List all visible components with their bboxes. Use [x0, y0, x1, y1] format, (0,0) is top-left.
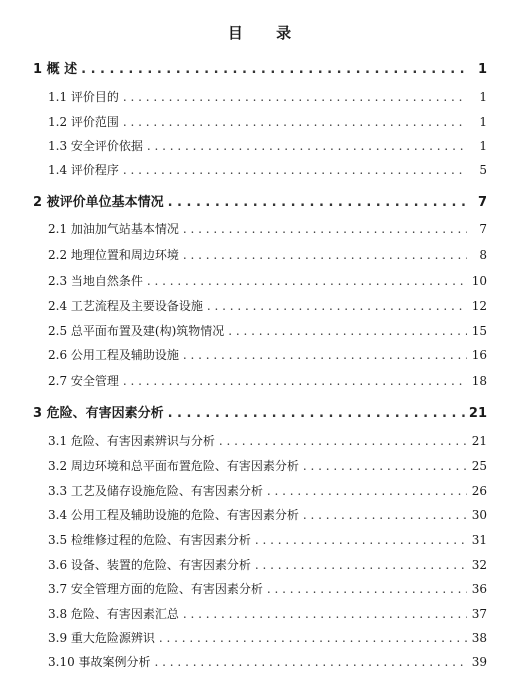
toc-section-entry[interactable] [48, 432, 487, 449]
toc-page-number: 37 [471, 607, 487, 621]
toc-page-number: 21 [468, 406, 487, 421]
toc-entry-label: 3.1 危险、有害因素辨识与分析 [48, 434, 215, 448]
dot-leader [123, 115, 467, 129]
toc-chapter-entry[interactable] [33, 58, 487, 77]
dot-leader [147, 139, 467, 153]
dot-leader [168, 195, 467, 210]
toc-page-number: 1 [479, 90, 487, 104]
toc-chapter-entry[interactable] [33, 191, 487, 210]
dot-leader [228, 324, 467, 338]
dot-leader [219, 434, 467, 448]
toc-page-number: 15 [471, 324, 487, 338]
toc-entry-label: 2 被评价单位基本情况 [33, 195, 164, 210]
dot-leader [147, 274, 467, 288]
page-title: 目 录 [227, 24, 306, 42]
toc-page-number: 7 [479, 222, 487, 236]
toc-section-entry[interactable] [48, 297, 487, 314]
toc-section-entry[interactable] [48, 629, 487, 646]
toc-entry-label: 1.4 评价程序 [48, 163, 119, 177]
dot-leader [123, 163, 467, 177]
dot-leader [123, 374, 467, 388]
dot-leader [168, 406, 465, 421]
toc-page-number: 5 [479, 163, 487, 177]
toc-entry-label: 1.1 评价目的 [48, 90, 119, 104]
dot-leader [255, 533, 467, 547]
toc-section-entry[interactable] [48, 556, 487, 573]
toc-page-number: 31 [471, 533, 487, 547]
toc-page-number: 18 [471, 374, 487, 388]
toc-section-entry[interactable] [48, 161, 487, 178]
toc-entry-label: 2.1 加油加气站基本情况 [48, 222, 179, 236]
toc-entry-label: 3.10 事故案例分析 [48, 655, 151, 669]
toc-page-number: 32 [471, 558, 487, 572]
toc-page-number: 21 [471, 434, 487, 448]
toc-section-entry[interactable] [48, 322, 487, 339]
toc-section-entry[interactable] [48, 113, 487, 130]
toc-page-number: 10 [471, 274, 487, 288]
toc-page-number: 38 [471, 631, 487, 645]
dot-leader [155, 655, 467, 669]
toc-page-number: 1 [479, 139, 487, 153]
toc-entry-label: 2.5 总平面布置及建(构)筑物情况 [48, 324, 225, 338]
toc-section-entry[interactable] [48, 482, 487, 499]
toc-entry-label: 2.6 公用工程及辅助设施 [48, 348, 179, 362]
dot-leader [123, 90, 467, 104]
toc-section-entry[interactable] [48, 137, 487, 154]
toc-section-entry[interactable] [48, 88, 487, 105]
toc-entry-label: 1 概 述 [33, 62, 78, 77]
toc-page-number: 1 [479, 115, 487, 129]
toc-section-entry[interactable] [48, 246, 487, 263]
dot-leader [255, 558, 467, 572]
toc-entry-label: 3.4 公用工程及辅助设施的危险、有害因素分析 [48, 508, 299, 522]
dot-leader [303, 459, 467, 473]
toc-section-entry[interactable] [48, 272, 487, 289]
toc-section-entry[interactable] [48, 457, 487, 474]
toc-page-number: 1 [477, 62, 487, 77]
toc-entry-label: 2.4 工艺流程及主要设备设施 [48, 299, 203, 313]
toc-section-entry[interactable] [48, 580, 487, 597]
toc-page-number: 39 [471, 655, 487, 669]
toc-section-entry[interactable] [48, 531, 487, 548]
dot-leader [267, 484, 467, 498]
toc-page-number: 36 [471, 582, 487, 596]
toc-section-entry[interactable] [48, 605, 487, 622]
toc-entry-label: 3.9 重大危险源辨识 [48, 631, 155, 645]
toc-section-entry[interactable] [48, 653, 487, 670]
toc-entry-label: 2.7 安全管理 [48, 374, 119, 388]
toc-entry-label: 3.2 周边环境和总平面布置危险、有害因素分析 [48, 459, 299, 473]
toc-entry-label: 2.3 当地自然条件 [48, 274, 143, 288]
toc-section-entry[interactable] [48, 372, 487, 389]
toc-page-number: 16 [471, 348, 487, 362]
toc-page-number: 8 [479, 248, 487, 262]
toc-entry-label: 3.6 设备、装置的危险、有害因素分析 [48, 558, 251, 572]
dot-leader [303, 508, 467, 522]
dot-leader [81, 62, 467, 77]
toc-entry-label: 3.5 检维修过程的危险、有害因素分析 [48, 533, 251, 547]
toc-entry-label: 3 危险、有害因素分析 [33, 406, 164, 421]
toc-page-number: 26 [471, 484, 487, 498]
toc-entry-label: 1.3 安全评价依据 [48, 139, 143, 153]
toc-entry-label: 1.2 评价范围 [48, 115, 119, 129]
dot-leader [267, 582, 467, 596]
toc-section-entry[interactable] [48, 220, 487, 237]
toc-page-number: 12 [471, 299, 487, 313]
toc-page-number: 30 [471, 508, 487, 522]
dot-leader [159, 631, 467, 645]
toc-entry-label: 3.3 工艺及储存设施危险、有害因素分析 [48, 484, 263, 498]
toc-page-number: 7 [477, 195, 487, 210]
dot-leader [183, 222, 467, 236]
toc-section-entry[interactable] [48, 506, 487, 523]
dot-leader [183, 348, 467, 362]
toc-entry-label: 2.2 地理位置和周边环境 [48, 248, 179, 262]
toc-page-number: 25 [471, 459, 487, 473]
toc-entry-label: 3.7 安全管理方面的危险、有害因素分析 [48, 582, 263, 596]
dot-leader [207, 299, 467, 313]
toc-entry-label: 3.8 危险、有害因素汇总 [48, 607, 179, 621]
toc-chapter-entry[interactable] [33, 402, 487, 421]
toc-section-entry[interactable] [48, 346, 487, 363]
dot-leader [183, 248, 467, 262]
dot-leader [183, 607, 467, 621]
